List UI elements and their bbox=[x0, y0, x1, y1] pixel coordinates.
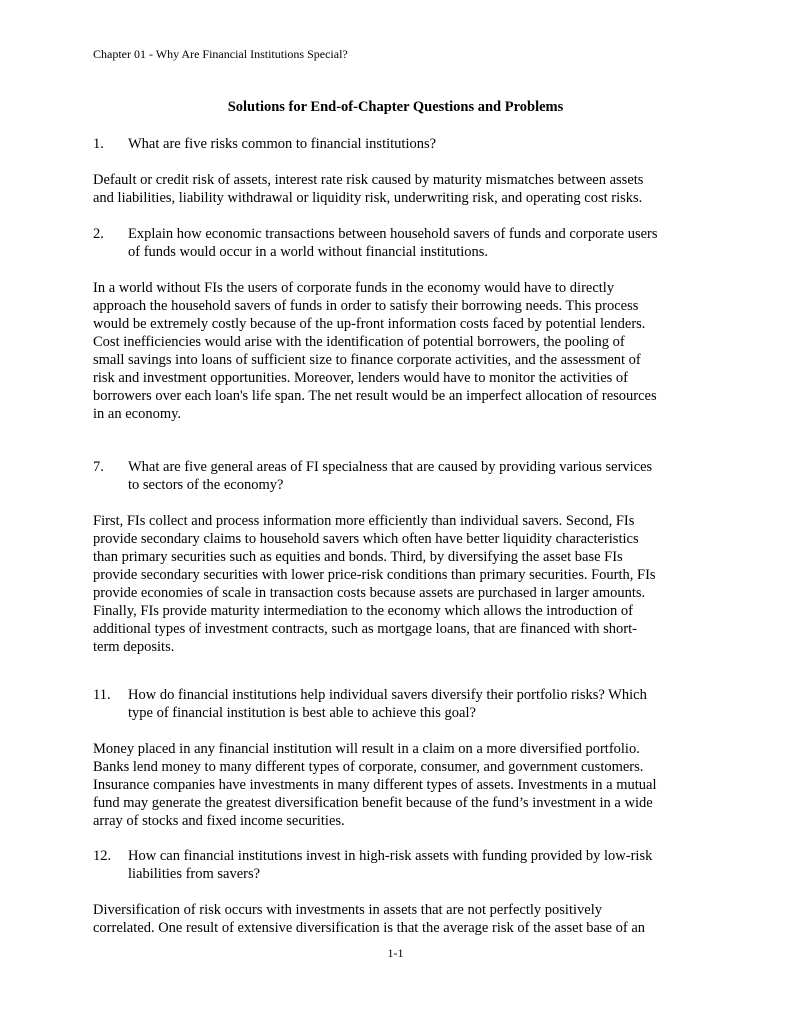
question-text: What are five risks common to financial institutions? bbox=[128, 136, 437, 152]
question-text bbox=[128, 458, 713, 494]
answer-line: provide secondary claims to household savers which often have better liquidity characteristics bbox=[93, 531, 639, 547]
answer-line: risk and investment opportunities. Moreover, lenders would have to monitor the activities of bbox=[93, 370, 628, 386]
page-number: 1-1 bbox=[387, 946, 404, 960]
answer-1 bbox=[93, 171, 703, 207]
question-line: liabilities from savers? bbox=[128, 866, 261, 882]
question-number: 11. bbox=[93, 687, 111, 703]
answer-12 bbox=[93, 901, 703, 937]
answer-line: approach the household savers of funds in order to satisfy their borrowing needs. This process bbox=[93, 298, 639, 314]
answer-line: and liabilities, liability withdrawal or liquidity risk, underwriting risk, and operating cost risks. bbox=[93, 190, 643, 206]
answer-line: Diversification of risk occurs with investments in assets that are not perfectly positively bbox=[93, 902, 602, 918]
answer-7 bbox=[93, 512, 703, 656]
answer-line: than primary securities such as equities and bonds. Third, by diversifying the asset base FIs bbox=[93, 549, 623, 565]
answer-line: Finally, FIs provide maturity intermediation to the economy which allows the introduction of bbox=[93, 603, 633, 619]
answer-line: Default or credit risk of assets, interest rate risk caused by maturity mismatches between assets bbox=[93, 172, 644, 188]
answer-line: array of stocks and fixed income securities. bbox=[93, 813, 345, 829]
question-text bbox=[128, 847, 713, 883]
answer-line: Banks lend money to many different types of corporate, consumer, and government customers. bbox=[93, 759, 644, 775]
answer-line: term deposits. bbox=[93, 639, 175, 655]
page-title: Solutions for End-of-Chapter Questions and Problems bbox=[227, 99, 564, 115]
question-line: Explain how economic transactions between household savers of funds and corporate users bbox=[128, 226, 658, 242]
answer-line: correlated. One result of extensive diversification is that the average risk of the asset base of an bbox=[93, 920, 645, 936]
answer-line: First, FIs collect and process information more efficiently than individual savers. Second, FIs bbox=[93, 513, 635, 529]
answer-line: fund may generate the greatest diversification benefit because of the fund’s investment in a wide bbox=[93, 795, 653, 811]
question-text bbox=[128, 686, 713, 722]
answer-line: Money placed in any financial institution will result in a claim on a more diversified portfolio. bbox=[93, 741, 640, 757]
question-line: of funds would occur in a world without financial institutions. bbox=[128, 244, 489, 260]
answer-line: small savings into loans of sufficient size to finance corporate activities, and the assessment of bbox=[93, 352, 641, 368]
answer-line: provide economies of scale in transaction costs because assets are purchased in larger amounts. bbox=[93, 585, 646, 601]
answer-line: additional types of investment contracts, such as mortgage loans, that are financed with short- bbox=[93, 621, 637, 637]
answer-line: in an economy. bbox=[93, 406, 182, 422]
answer-2 bbox=[93, 279, 703, 423]
answer-line: borrowers over each loan's life span. The net result would be an imperfect allocation of resources bbox=[93, 388, 657, 404]
answer-line: would be extremely costly because of the up-front information costs faced by potential lenders. bbox=[93, 316, 646, 332]
question-number: 1. bbox=[93, 136, 104, 152]
question-line: What are five general areas of FI specialness that are caused by providing various services bbox=[128, 459, 653, 475]
question-line: How can financial institutions invest in high-risk assets with funding provided by low-risk bbox=[128, 848, 653, 864]
question-number: 12. bbox=[93, 848, 112, 864]
answer-line: Insurance companies have investments in many different types of assets. Investments in a mutual bbox=[93, 777, 657, 793]
question-line: to sectors of the economy? bbox=[128, 477, 284, 493]
answer-line: provide secondary securities with lower price-risk conditions than primary securities. Fourth, FIs bbox=[93, 567, 656, 583]
page-header: Chapter 01 - Why Are Financial Institutions Special? bbox=[93, 47, 348, 61]
answer-11 bbox=[93, 740, 703, 830]
question-number: 7. bbox=[93, 459, 104, 475]
question-line: type of financial institution is best able to achieve this goal? bbox=[128, 705, 476, 721]
answer-line: Cost inefficiencies would arise with the identification of potential borrowers, the pooling of bbox=[93, 334, 625, 350]
question-line: How do financial institutions help individual savers diversify their portfolio risks? Which bbox=[128, 687, 647, 703]
question-text bbox=[128, 225, 713, 261]
question-number: 2. bbox=[93, 226, 104, 242]
answer-line: In a world without FIs the users of corporate funds in the economy would have to directly bbox=[93, 280, 615, 296]
